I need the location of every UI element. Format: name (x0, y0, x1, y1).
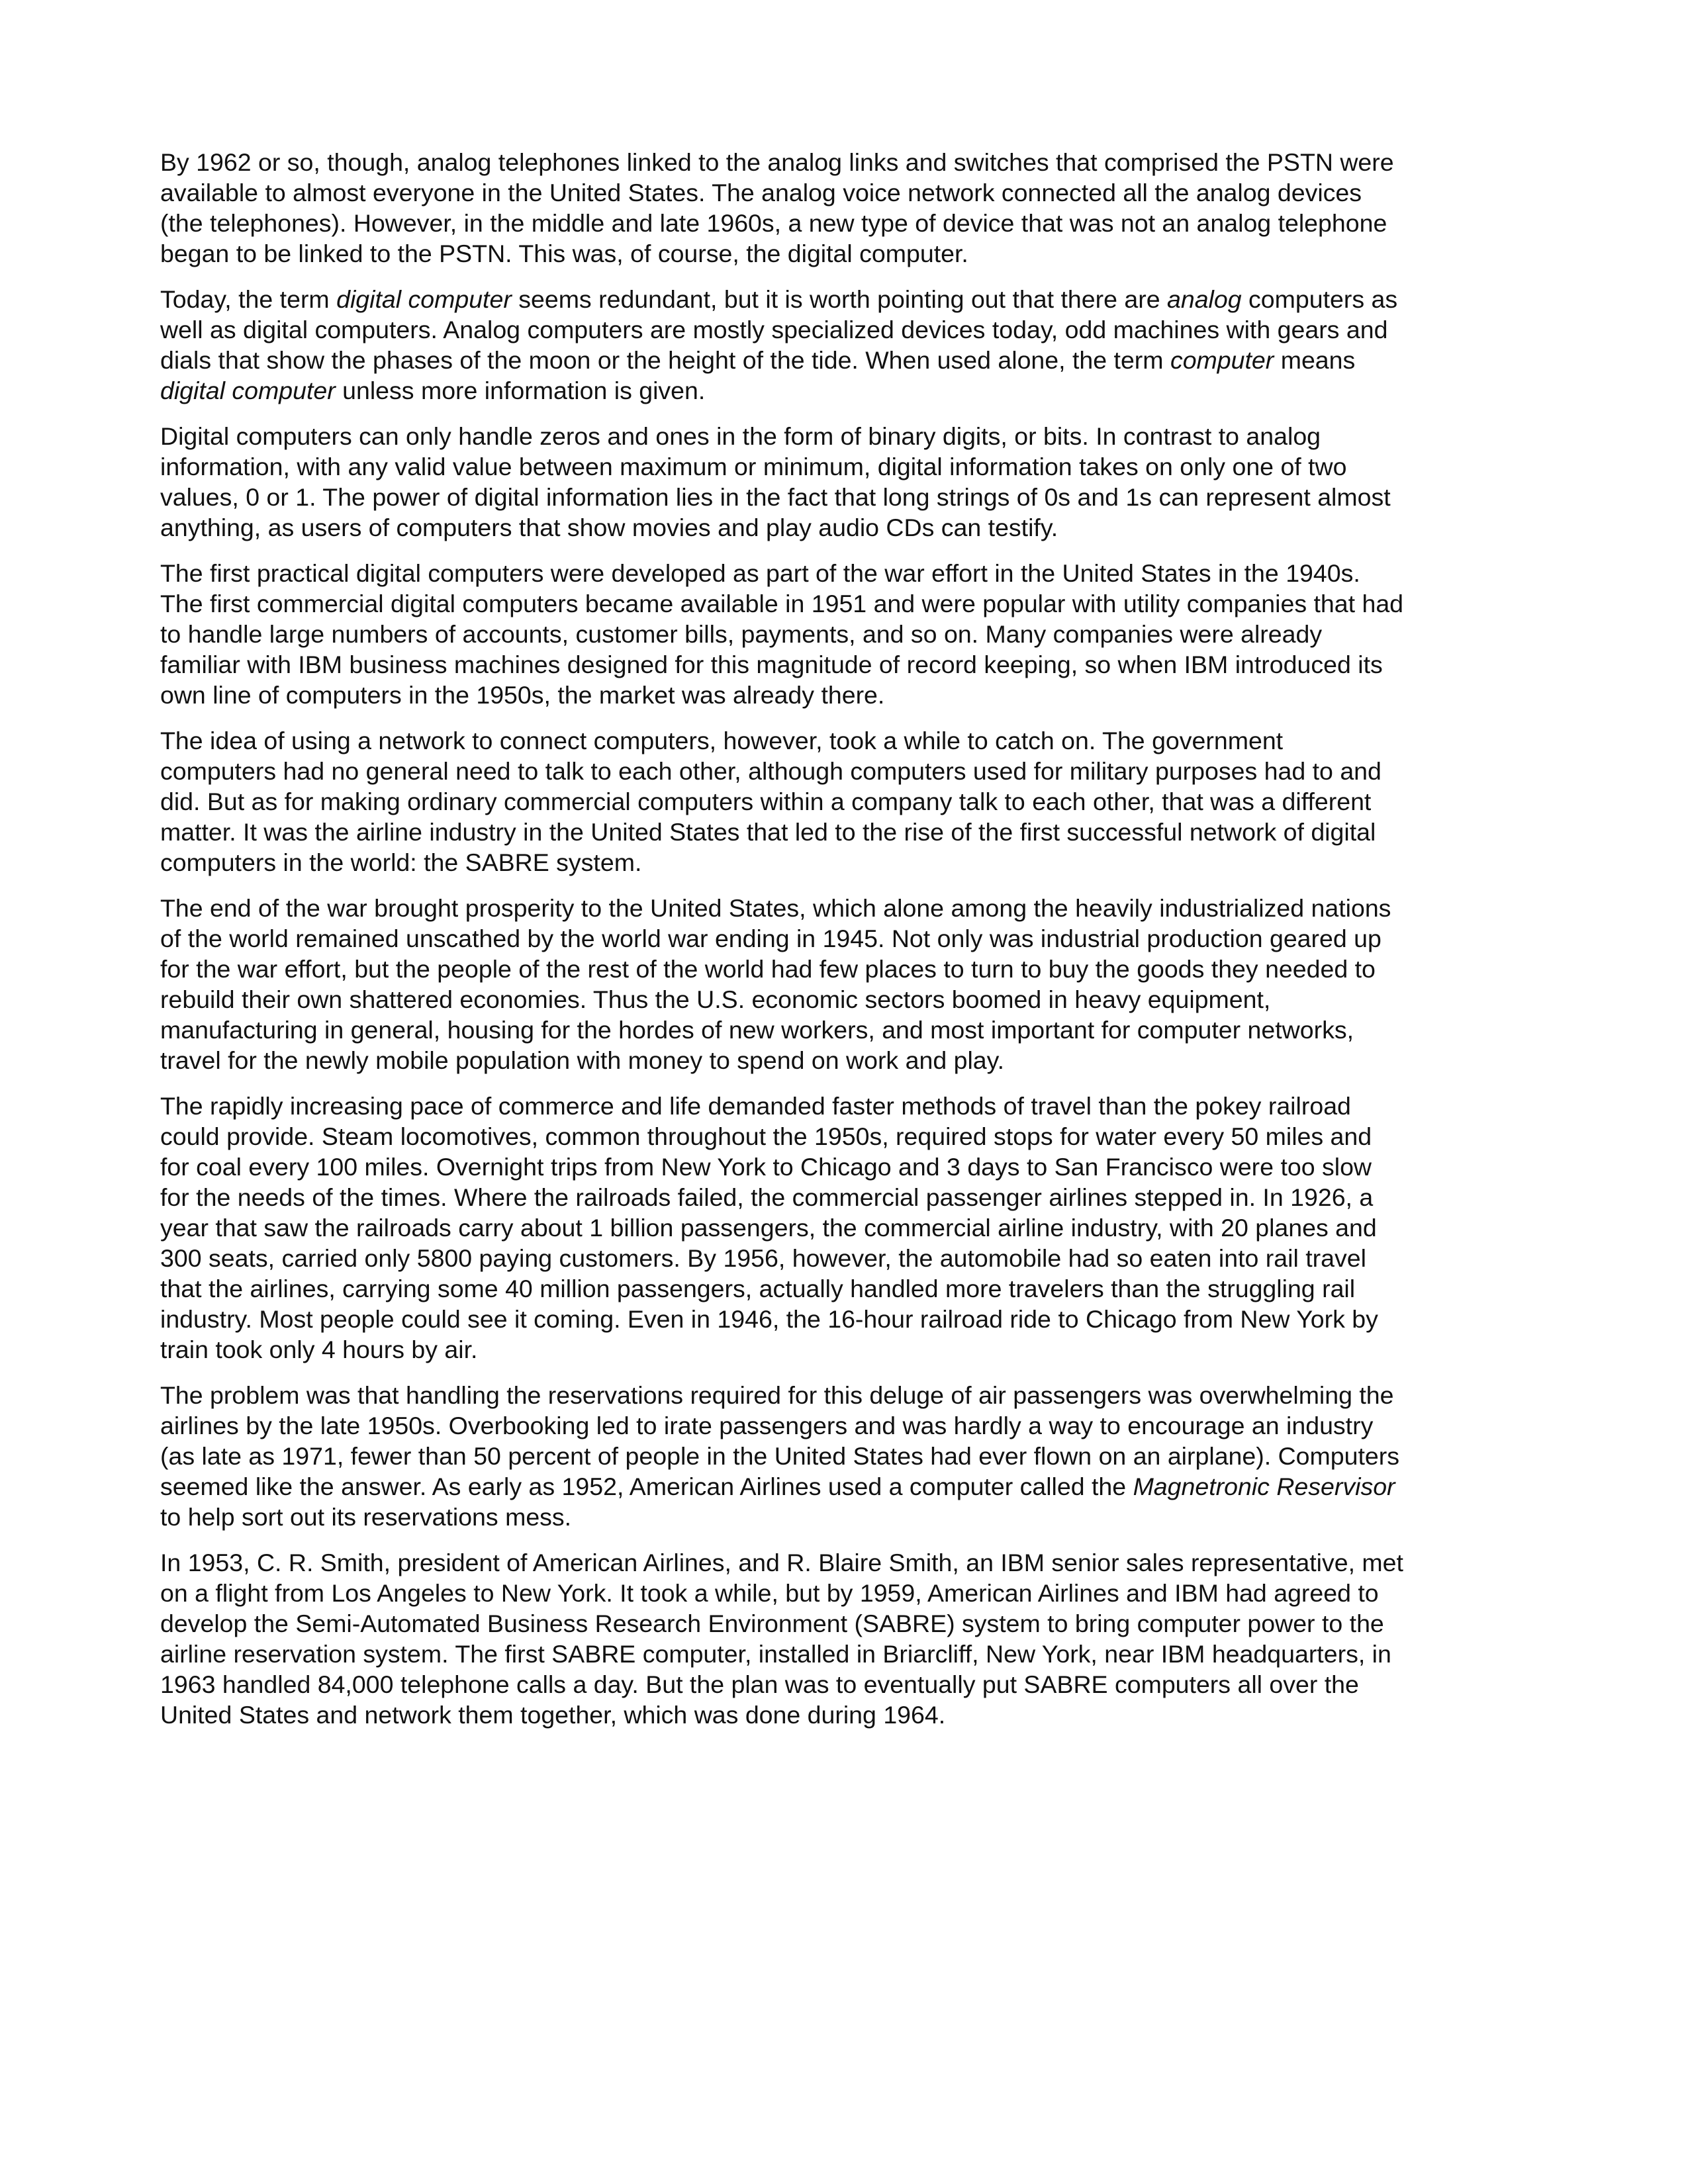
paragraph-9 (160, 1547, 1405, 1730)
paragraph-3 (160, 421, 1405, 543)
text-run: The idea of using a network to connect computers, however, took a while to catch on. The government computers had no general need to talk to each other, although computers used for military purposes had to and did. But as for making ordinary commercial computers within a company talk to each other, that was a different matter. It was the airline industry in the United States that led to the rise of the first successful network of digital computers in the world: the SABRE system. (160, 727, 1382, 876)
italic-term: Magnetronic Reservisor (1133, 1473, 1395, 1500)
text-run: Digital computers can only handle zeros and ones in the form of binary digits, or bits. In contrast to analog information, with any valid value between maximum or minimum, digital information takes on only one of two values, 0 or 1. The power of digital information lies in the fact that long strings of 0s and 1s can represent almost anything, as users of computers that show movies and play audio CDs can testify. (160, 422, 1391, 541)
paragraph-6 (160, 893, 1405, 1075)
paragraph-7 (160, 1091, 1405, 1365)
paragraph-1 (160, 147, 1405, 269)
paragraph-8 (160, 1380, 1405, 1532)
italic-term: computer (1170, 346, 1274, 374)
text-run: unless more information is given. (335, 377, 706, 404)
text-run: Today, the term (160, 285, 337, 313)
body-text (160, 147, 1405, 1745)
text-run: In 1953, C. R. Smith, president of American Airlines, and R. Blaire Smith, an IBM senior sales representative, met on a flight from Los Angeles to New York. It took a while, but by 1959, American Airlines and IBM had agreed to develop the Semi-Automated Business Research Environment (SABRE) system to bring computer power to the airline reservation system. The first SABRE computer, installed in Briarcliff, New York, near IBM headquarters, in 1963 handled 84,000 telephone calls a day. But the plan was to eventually put SABRE computers all over the United States and network them together, which was done during 1964. (160, 1549, 1403, 1729)
text-run: The end of the war brought prosperity to the United States, which alone among the heavily industrialized nations of the world remained unscathed by the world war ending in 1945. Not only was industrial production geared up for the war effort, but the people of the rest of the world had few places to turn to buy the goods they needed to rebuild their own shattered economies. Thus the U.S. economic sectors boomed in heavy equipment, manufacturing in general, housing for the hordes of new workers, and most important for computer networks, travel for the newly mobile population with money to spend on work and play. (160, 894, 1391, 1074)
paragraph-5 (160, 725, 1405, 878)
text-run: The rapidly increasing pace of commerce and life demanded faster methods of travel than the pokey railroad could provide. Steam locomotives, common throughout the 1950s, required stops for water every 50 miles and for coal every 100 miles. Overnight trips from New York to Chicago and 3 days to San Francisco were too slow for the needs of the times. Where the railroads failed, the commercial passenger airlines stepped in. In 1926, a year that saw the railroads carry about 1 billion passengers, the commercial airline industry, with 20 planes and 300 seats, carried only 5800 paying customers. By 1956, however, the automobile had so eaten into rail travel that the airlines, carrying some 40 million passengers, actually handled more travelers than the struggling rail industry. Most people could see it coming. Even in 1946, the 16-hour railroad ride to Chicago from New York by train took only 4 hours by air. (160, 1092, 1378, 1363)
text-run: means (1274, 346, 1356, 374)
text-run: computers as well as digital computers. Analog computers are mostly specialized devices today, odd machines with gears and dials that show the phases of the moon or the height of the tide. When used alone, the term (160, 285, 1398, 374)
text-run: to help sort out its reservations mess. (160, 1503, 572, 1531)
paragraph-2 (160, 284, 1405, 406)
italic-term: analog (1166, 285, 1242, 313)
italic-term: digital computer (336, 285, 512, 313)
text-run: The first practical digital computers were developed as part of the war effort in the United States in the 1940s. The first commercial digital computers became available in 1951 and were popular with utility companies that had to handle large numbers of accounts, customer bills, payments, and so on. Many companies were already familiar with IBM business machines designed for this magnitude of record keeping, so when IBM introduced its own line of computers in the 1950s, the market was already there. (160, 559, 1404, 709)
paragraph-4 (160, 558, 1405, 710)
text-run: The problem was that handling the reservations required for this deluge of air passengers was overwhelming the airlines by the late 1950s. Overbooking led to irate passengers and was hardly a way to encourage an industry (as late as 1971, fewer than 50 percent of people in the United States had ever flown on an airplane). Computers seemed like the answer. As early as 1952, American Airlines used a computer called the (160, 1381, 1399, 1500)
italic-term: digital computer (160, 377, 336, 404)
text-run: seems redundant, but it is worth pointing out that there are (511, 285, 1167, 313)
text-run: By 1962 or so, though, analog telephones linked to the analog links and switches that comprised the PSTN were available to almost everyone in the United States. The analog voice network connected all the analog devices (the telephones). However, in the middle and late 1960s, a new type of device that was not an analog telephone began to be linked to the PSTN. This was, of course, the digital computer. (160, 148, 1394, 267)
